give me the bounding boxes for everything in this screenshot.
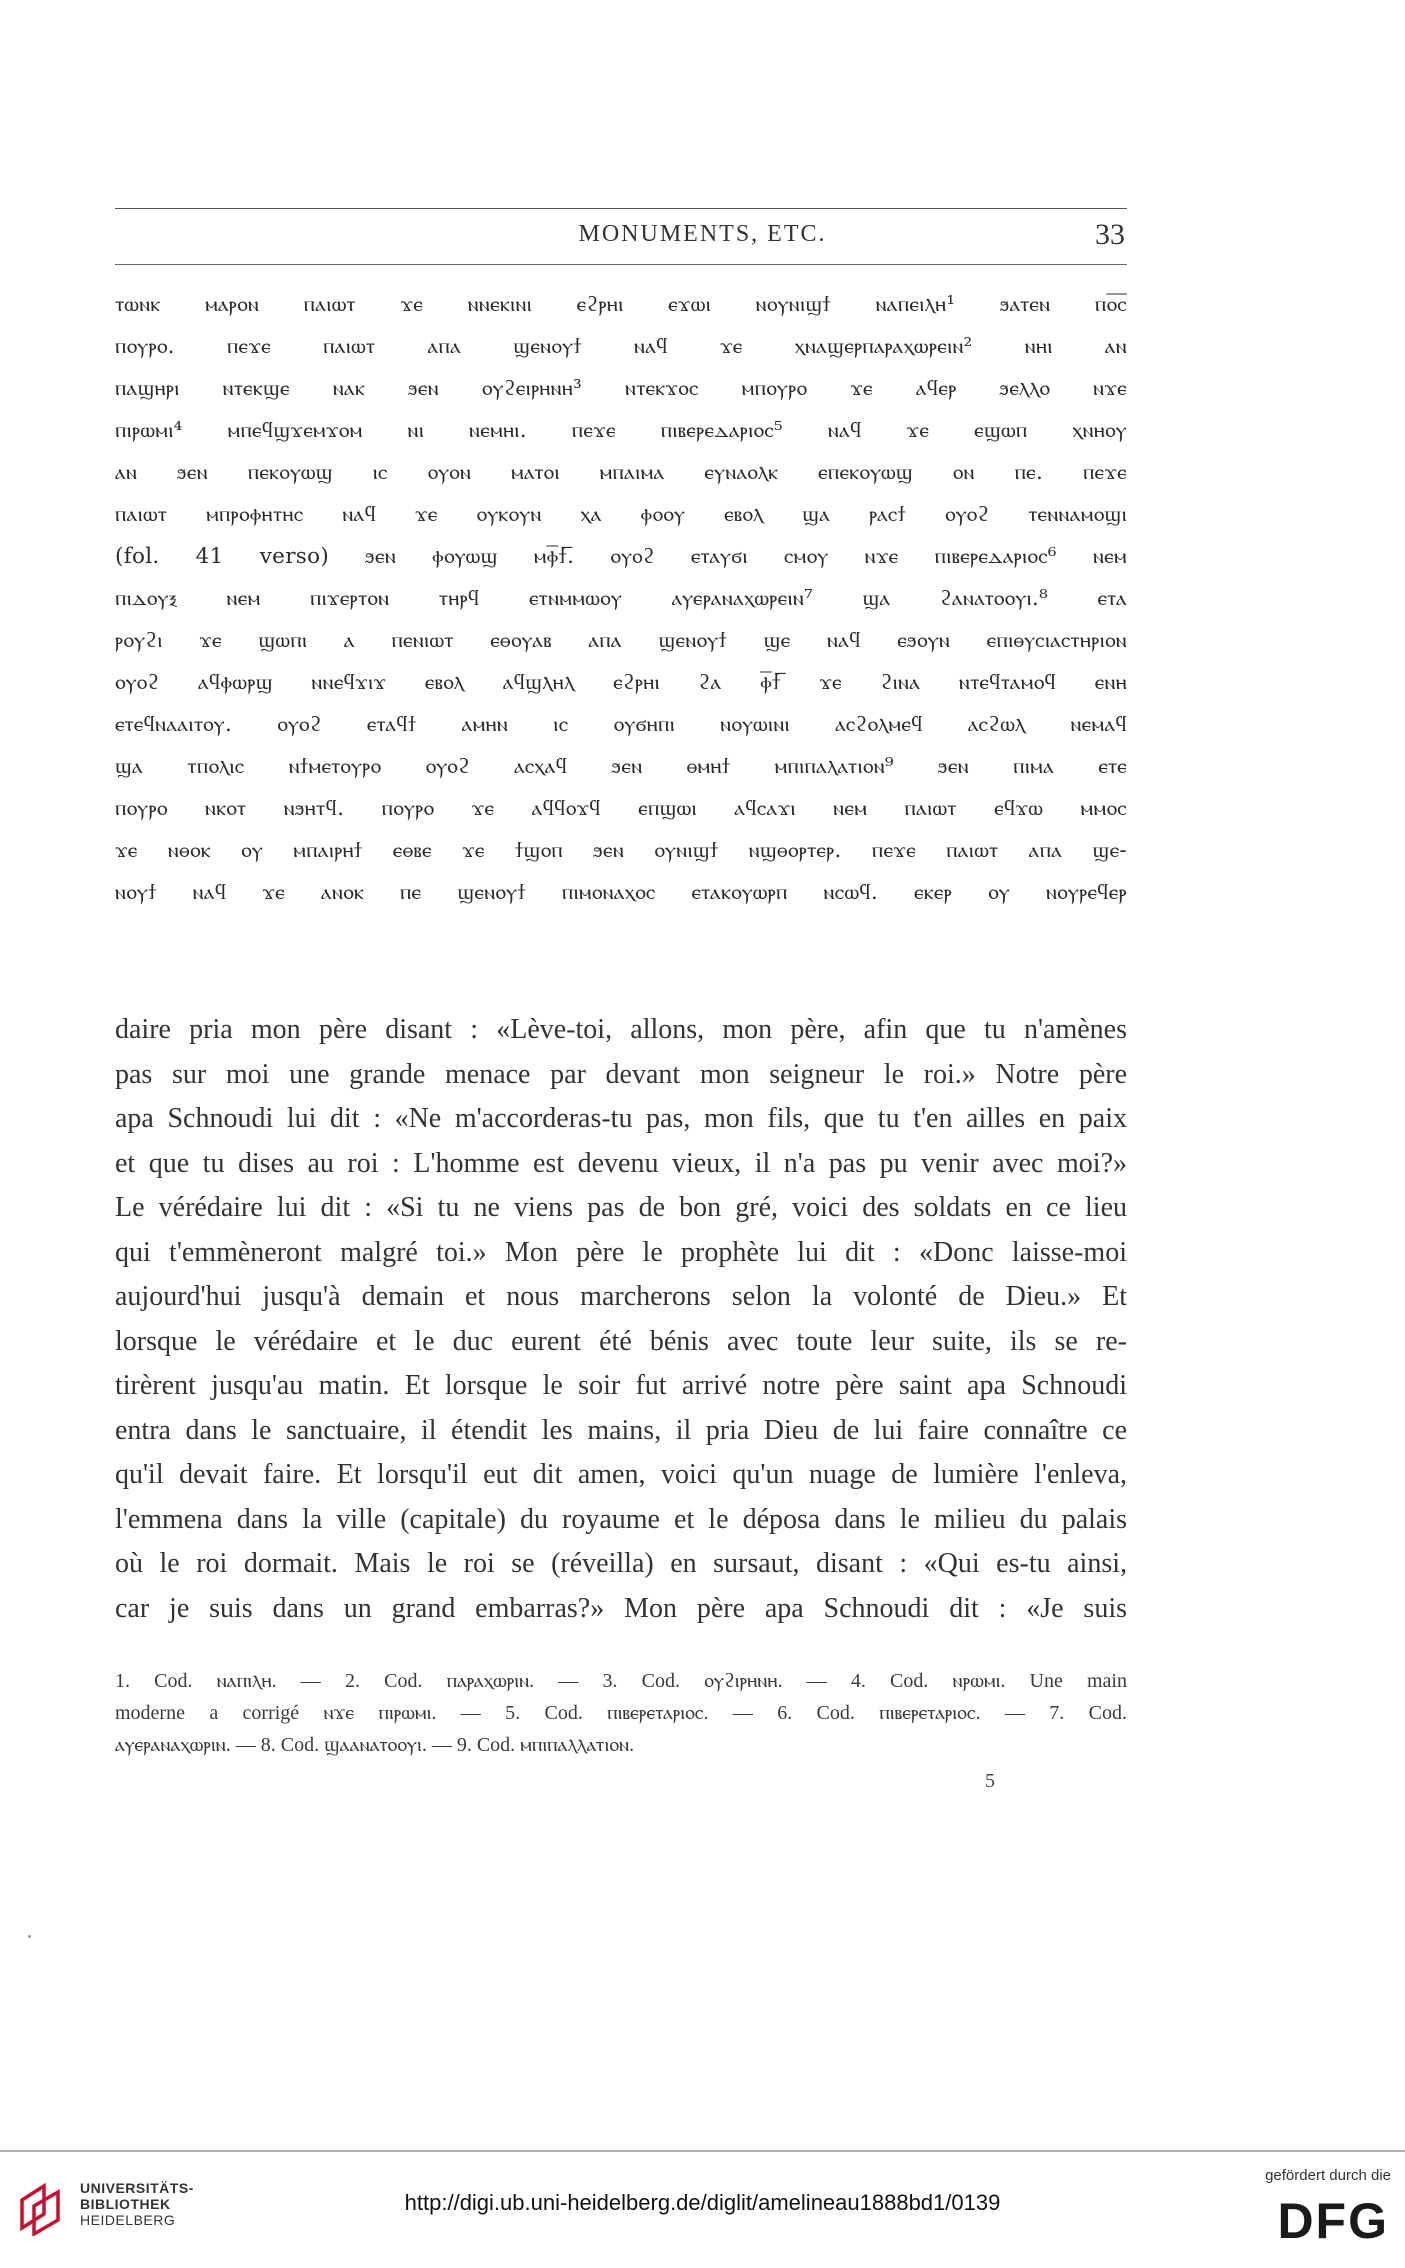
coptic-line: ⲡⲓⲣⲱⲙⲓ⁴ ⲙⲡⲉϥϣϫⲉⲙϫⲟⲙ ⲛⲓ ⲛⲉⲙⲏⲓ. ⲡⲉϫⲉ ⲡⲓⲃⲉⲣⲉⲇⲁⲣⲓⲟⲥ⁵ ⲛⲁϥ ϫⲉ ⲉϣⲱⲡ ⲭⲛⲏⲟⲩ [115, 418, 1127, 443]
scan-speck [28, 1935, 31, 1938]
running-title: MONUMENTS, ETC. [578, 221, 827, 247]
coptic-line: ⲡⲁϣⲏⲣⲓ ⲛⲧⲉⲕϣⲉ ⲛⲁⲕ ϧⲉⲛ ⲟⲩϩⲉⲓⲣⲏⲛⲏ³ ⲛⲧⲉⲕϫⲟⲥ ⲙⲡⲟⲩⲣⲟ ϫⲉ ⲁϥⲉⲣ ϧⲉⲗⲗⲟ ⲛϫⲉ [115, 376, 1127, 401]
coptic-line: ϫⲉ ⲛⲑⲟⲕ ⲟⲩ ⲙⲡⲁⲓⲣⲏϯ ⲉⲑⲃⲉ ϫⲉ ϯϣⲟⲡ ϧⲉⲛ ⲟⲩⲛⲓϣϯ ⲛϣⲑⲟⲣⲧⲉⲣ. ⲡⲉϫⲉ ⲡⲁⲓⲱⲧ ⲁⲡⲁ ϣⲉ- [115, 838, 1127, 863]
french-line: qu'il devait faire. Et lorsqu'il eut dit amen, voici qu'un nuage de lumière l'enleva, [115, 1459, 1127, 1490]
french-line: où le roi dormait. Mais le roi se (réveilla) en sursaut, disant : «Qui es-tu ainsi, [115, 1548, 1127, 1579]
signature-mark: 5 [985, 1770, 995, 1792]
coptic-line: (fol. 41 verso) ϧⲉⲛ ⲫⲟⲩⲱϣ ⲙⲫ̅ϯ̅. ⲟⲩⲟϩ ⲉⲧⲁⲩϭⲓ ⲥⲙⲟⲩ ⲛϫⲉ ⲡⲓⲃⲉⲣⲉⲇⲁⲣⲓⲟⲥ⁶ ⲛⲉⲙ [115, 544, 1127, 569]
french-line: l'emmena dans la ville (capitale) du royaume et le déposa dans le milieu du palais [115, 1503, 1127, 1535]
header-rule-bottom [115, 264, 1127, 265]
dfg-logo-icon[interactable] [1241, 2194, 1391, 2244]
source-url-link[interactable]: http://digi.ub.uni-heidelberg.de/diglit/amelineau1888bd1/0139 [404, 2190, 1001, 2215]
french-line: qui t'emmèneront malgré toi.» Mon père le prophète lui dit : «Donc laisse-moi [115, 1236, 1127, 1268]
coptic-line: ⲉⲧⲉϥⲛⲁⲁⲓⲧⲟⲩ. ⲟⲩⲟϩ ⲉⲧⲁϥϯ ⲁⲙⲏⲛ ⲓⲥ ⲟⲩϭⲏⲡⲓ ⲛⲟⲩⲱⲓⲛⲓ ⲁⲥϩⲟⲗⲙⲉϥ ⲁⲥϩⲱⲗ ⲛⲉⲙⲁϥ [115, 712, 1127, 737]
french-line: apa Schnoudi lui dit : «Ne m'accorderas-tu pas, mon fils, que tu t'en ailles en paix [115, 1103, 1127, 1134]
french-line: tirèrent jusqu'au matin. Et lorsque le soir fut arrivé notre père saint apa Schnoudi [115, 1370, 1127, 1401]
coptic-line: ⲣⲟⲩϩⲓ ϫⲉ ϣⲱⲡⲓ ⲁ ⲡⲉⲛⲓⲱⲧ ⲉⲑⲟⲩⲁⲃ ⲁⲡⲁ ϣⲉⲛⲟⲩϯ ϣⲉ ⲛⲁϥ ⲉϧⲟⲩⲛ ⲉⲡⲓⲑⲩⲥⲓⲁⲥⲧⲏⲣⲓⲟⲛ [115, 628, 1127, 653]
coptic-line: ⲡⲁⲓⲱⲧ ⲙⲡⲣⲟⲫⲏⲧⲏⲥ ⲛⲁϥ ϫⲉ ⲟⲩⲕⲟⲩⲛ ⲭⲁ ⲫⲟⲟⲩ ⲉⲃⲟⲗ ϣⲁ ⲣⲁⲥϯ ⲟⲩⲟϩ ⲧⲉⲛⲛⲁⲙⲟϣⲓ [115, 502, 1127, 527]
university-name: UNIVERSITÄTS- BIBLIOTHEK HEIDELBERG [80, 2180, 194, 2228]
footnote-line: moderne a corrigé ⲛϫⲉ ⲡⲓⲣⲱⲙⲓ. — 5. Cod. ⲡⲓⲃⲉⲣⲉⲧⲁⲣⲓⲟⲥ. — 6. Cod. ⲡⲓⲃⲉⲣⲉⲧⲁⲣⲓⲟⲥ. — 7. Cod. [115, 1702, 1127, 1724]
coptic-line: ⲡⲟⲩⲣⲟ ⲛⲕⲟⲧ ⲛϧⲏⲧϥ. ⲡⲟⲩⲣⲟ ϫⲉ ⲁϥϥⲟϫϥ ⲉⲡϣⲱⲓ ⲁϥⲥⲁϫⲓ ⲛⲉⲙ ⲡⲁⲓⲱⲧ ⲉϥϫⲱ ⲙⲙⲟⲥ [115, 796, 1127, 821]
coptic-line: ⲡⲟⲩⲣⲟ. ⲡⲉϫⲉ ⲡⲁⲓⲱⲧ ⲁⲡⲁ ϣⲉⲛⲟⲩϯ ⲛⲁϥ ϫⲉ ⲭⲛⲁϣⲉⲣⲡⲁⲣⲁⲭⲱⲣⲉⲓⲛ² ⲛⲏⲓ ⲁⲛ [115, 334, 1127, 359]
coptic-line: ⲧⲱⲛⲕ ⲙⲁⲣⲟⲛ ⲡⲁⲓⲱⲧ ϫⲉ ⲛⲛⲉⲕⲓⲛⲓ ⲉϩⲣⲏⲓ ⲉϫⲱⲓ ⲛⲟⲩⲛⲓϣϯ ⲛⲁⲡⲉⲓⲗⲏ¹ ϧⲁⲧⲉⲛ ⲡⲟ̅ⲥ̅ [115, 292, 1127, 317]
svg-text:DFG: DFG [1277, 2194, 1389, 2244]
footnotes [115, 1665, 1127, 1761]
footnote-line: 1. Cod. ⲛⲁⲡⲓⲗⲏ. — 2. Cod. ⲡⲁⲣⲁⲭⲱⲣⲓⲛ. — 3. Cod. ⲟⲩϩⲓⲣⲏⲛⲏ. — 4. Cod. ⲛⲣⲱⲙⲓ. Une main [115, 1670, 1127, 1692]
coptic-line: ϣⲁ ⲧⲡⲟⲗⲓⲥ ⲛϯⲙⲉⲧⲟⲩⲣⲟ ⲟⲩⲟϩ ⲁⲥⲭⲁϥ ϧⲉⲛ ⲑⲙⲏϯ ⲙⲡⲓⲡⲁⲗⲁⲧⲓⲟⲛ⁹ ϧⲉⲛ ⲡⲓⲙⲁ ⲉⲧⲉ [115, 754, 1127, 779]
coptic-line: ⲟⲩⲟϩ ⲁϥⲫⲱⲣϣ ⲛⲛⲉϥϫⲓϫ ⲉⲃⲟⲗ ⲁϥϣⲗⲏⲗ ⲉϩⲣⲏⲓ ϩⲁ ⲫ̅ϯ̅ ϫⲉ ϩⲓⲛⲁ ⲛⲧⲉϥⲧⲁⲙⲟϥ ⲉⲛⲏ [115, 670, 1127, 695]
french-line: car je suis dans un grand embarras?» Mon père apa Schnoudi dit : «Je suis [115, 1592, 1127, 1624]
coptic-text-block [115, 284, 1127, 914]
coptic-line: ⲛⲟⲩϯ ⲛⲁϥ ϫⲉ ⲁⲛⲟⲕ ⲡⲉ ϣⲉⲛⲟⲩϯ ⲡⲓⲙⲟⲛⲁⲭⲟⲥ ⲉⲧⲁⲕⲟⲩⲱⲣⲡ ⲛⲥⲱϥ. ⲉⲕⲉⲣ ⲟⲩ ⲛⲟⲩⲣⲉϥⲉⲣ [115, 880, 1127, 905]
funding-caption: gefördert durch die [1265, 2167, 1391, 2184]
french-line: et que tu dises au roi : L'homme est devenu vieux, il n'a pas pu venir avec moi?» [115, 1147, 1127, 1179]
french-line: aujourd'hui jusqu'à demain et nous marcherons selon la volonté de Dieu.» Et [115, 1281, 1127, 1312]
coptic-line: ⲡⲓⲇⲟⲩⲝ ⲛⲉⲙ ⲡⲓϫⲉⲣⲧⲟⲛ ⲧⲏⲣϥ ⲉⲧⲛⲙⲙⲱⲟⲩ ⲁⲩⲉⲣⲁⲛⲁⲭⲱⲣⲉⲓⲛ⁷ ϣⲁ ϩⲁⲛⲁⲧⲟⲟⲩⲓ.⁸ ⲉⲧⲁ [115, 586, 1127, 611]
footnote-line: ⲁⲩⲉⲣⲁⲛⲁⲭⲱⲣⲓⲛ. — 8. Cod. ϣⲁⲁⲛⲁⲧⲟⲟⲩⲓ. — 9. Cod. ⲙⲡⲓⲡⲁⲗⲗⲁⲧⲓⲟⲛ. [115, 1734, 635, 1756]
coptic-line: ⲁⲛ ϧⲉⲛ ⲡⲉⲕⲟⲩⲱϣ ⲓⲥ ⲟⲩⲟⲛ ⲙⲁⲧⲟⲓ ⲙⲡⲁⲓⲙⲁ ⲉⲩⲛⲁⲟⲗⲕ ⲉⲡⲉⲕⲟⲩⲱϣ ⲟⲛ ⲡⲉ. ⲡⲉϫⲉ [115, 460, 1127, 485]
french-line: lorsque le vérédaire et le duc eurent été bénis avec toute leur suite, ils se re- [115, 1325, 1127, 1357]
french-line: pas sur moi une grande menace par devant mon seigneur le roi.» Notre père [115, 1058, 1127, 1090]
french-line: daire pria mon père disant : «Lève-toi, allons, mon père, afin que tu n'amènes [115, 1014, 1127, 1045]
french-line: entra dans le sanctuaire, il étendit les mains, il pria Dieu de lui faire connaître ce [115, 1414, 1127, 1446]
french-translation-block [115, 1008, 1127, 1631]
page-number: 33 [1095, 218, 1125, 251]
header-rule-top [115, 208, 1127, 209]
french-line: Le vérédaire lui dit : «Si tu ne viens pas de bon gré, voici des soldats en ce lieu [115, 1192, 1127, 1223]
